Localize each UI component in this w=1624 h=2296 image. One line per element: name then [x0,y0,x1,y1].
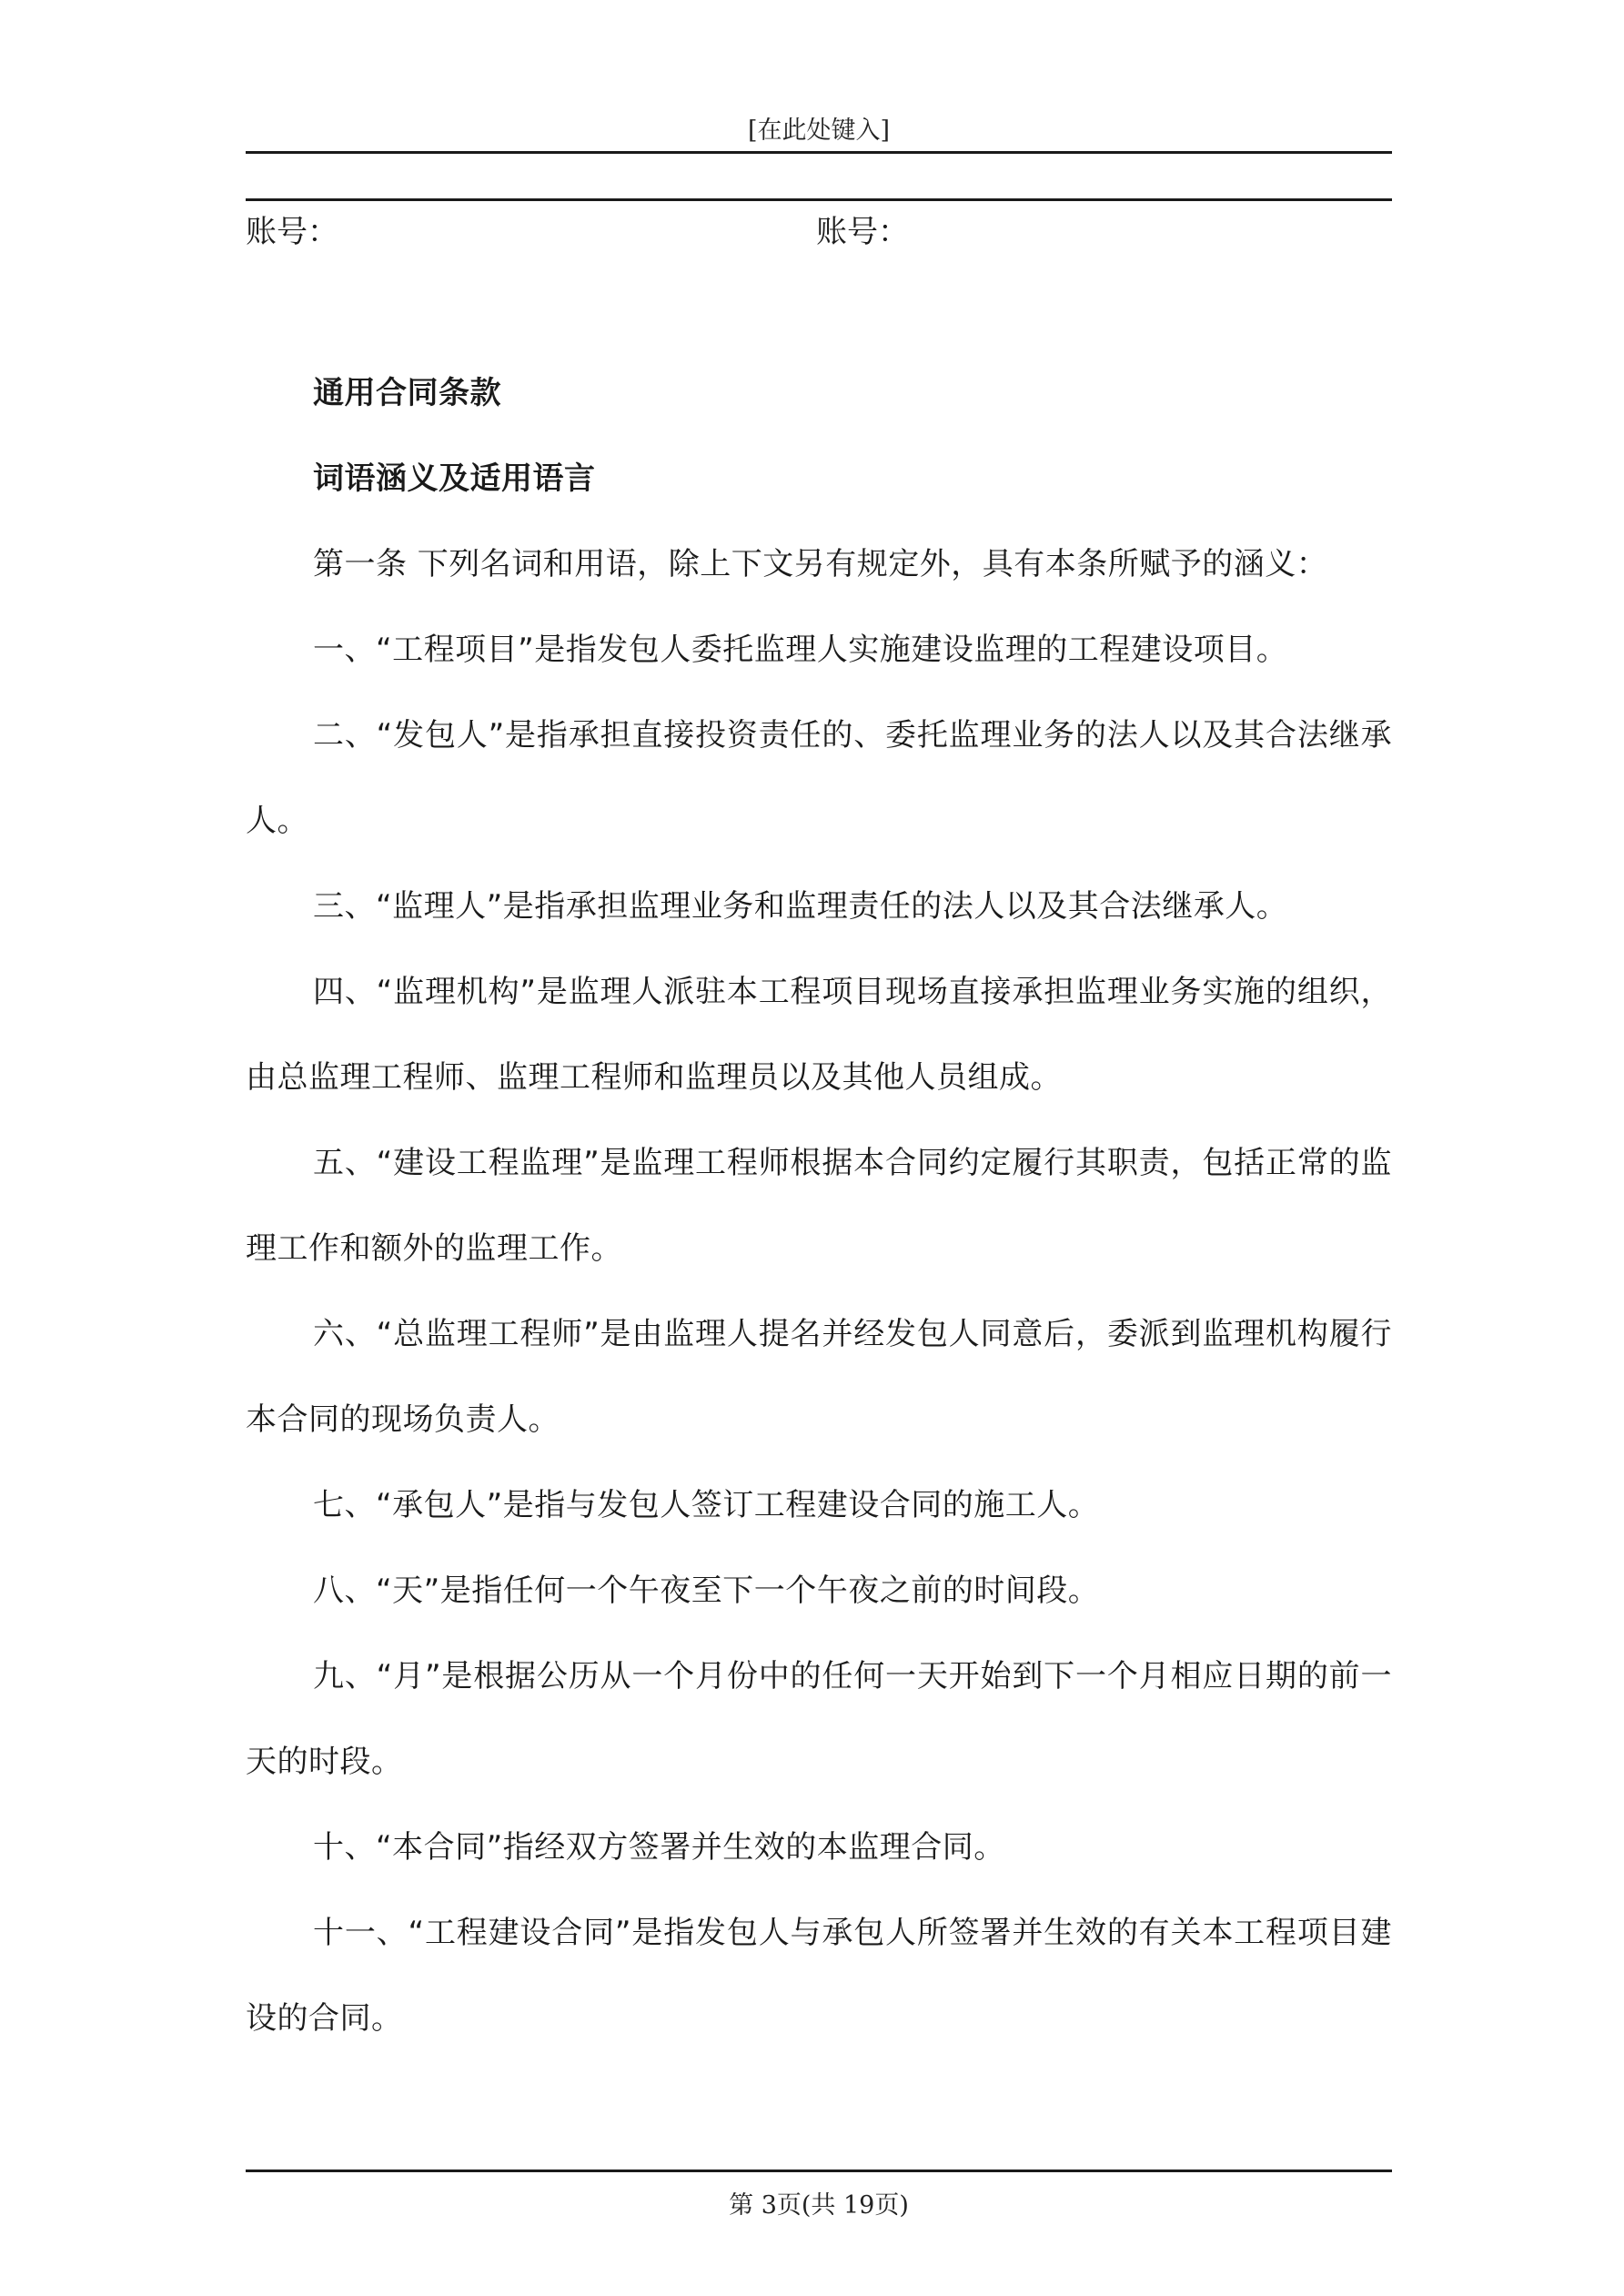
clause-paragraph: 六、“总监理工程师”是由监理人提名并经发包人同意后，委派到监理机构履行本合同的现场负责人。 [246,1316,1392,1438]
clause-paragraph: 第一条 下列名词和用语，除上下文另有规定外，具有本条所赋予的涵义： [313,546,1328,582]
clause-paragraph: 十、“本合同”指经双方签署并生效的本监理合同。 [313,1829,1005,1866]
header-placeholder-text: [在此处键入] [747,116,891,145]
clause-paragraph: 四、“监理机构”是监理人派驻本工程项目现场直接承担监理业务实施的组织，由总监理工程师、监理工程师和监理员以及其他人员组成。 [246,974,1392,1096]
table-bottom-rule [246,198,1392,201]
clause-paragraph: 三、“监理人”是指承担监理业务和监理责任的法人以及其合法继承人。 [313,888,1288,925]
page-number: 第 3页(共 19页) [729,2191,909,2220]
account-label-left: 账号： [246,214,338,250]
clause-paragraph: 七、“承包人”是指与发包人签订工程建设合同的施工人。 [313,1487,1100,1523]
clause-paragraph: 八、“天”是指任何一个午夜至下一个午夜之前的时间段。 [313,1573,1100,1609]
subsection-title: 词语涵义及适用语言 [313,460,596,497]
clause-paragraph: 一、“工程项目”是指发包人委托监理人实施建设监理的工程建设项目。 [313,632,1288,668]
clause-paragraph: 五、“建设工程监理”是监理工程师根据本合同约定履行其职责，包括正常的监理工作和额外的监理工作。 [246,1145,1392,1267]
header-rule [246,151,1392,154]
clause-paragraph: 二、“发包人”是指承担直接投资责任的、委托监理业务的法人以及其合法继承人。 [246,717,1392,839]
section-title: 通用合同条款 [313,375,501,411]
account-label-right: 账号： [816,214,909,250]
clause-paragraph: 十一、“工程建设合同”是指发包人与承包人所签署并生效的有关本工程项目建设的合同。 [246,1915,1392,2037]
clause-paragraph: 九、“月”是根据公历从一个月份中的任何一天开始到下一个月相应日期的前一天的时段。 [246,1658,1392,1780]
footer-rule [246,2170,1392,2172]
